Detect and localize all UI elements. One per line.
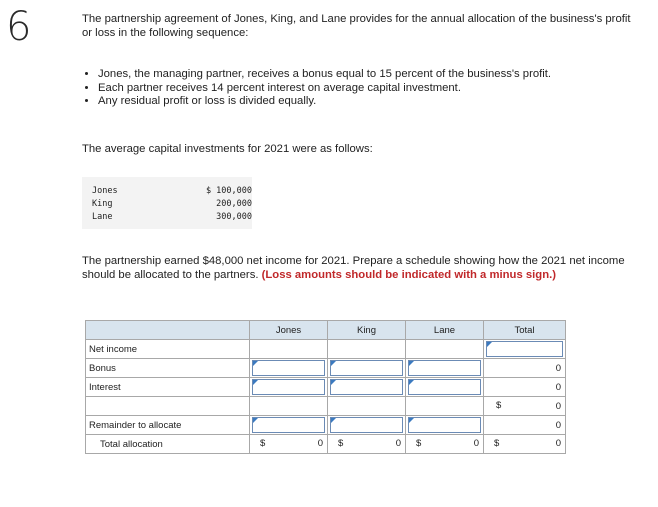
remainder-jones-cell[interactable] xyxy=(250,416,328,435)
total-value: 0 xyxy=(473,438,479,449)
row-label-blank xyxy=(86,397,250,416)
instructions-text xyxy=(82,255,642,282)
dollar-sign: $ xyxy=(496,400,502,411)
bonus-lane-cell[interactable] xyxy=(406,359,484,378)
cell-blank xyxy=(328,397,406,416)
remainder-lane-input[interactable] xyxy=(408,417,481,433)
interest-jones-cell[interactable] xyxy=(250,378,328,397)
header-lane: Lane xyxy=(406,321,484,340)
bonus-jones-cell[interactable] xyxy=(250,359,328,378)
earn-text: The partnership earned $48,000 net income for 2021. Prepare a schedule showing how the 2021 net income should be allocated to the partners. xyxy=(82,255,625,281)
capital-table xyxy=(82,177,252,229)
row-label: Remainder to allocate xyxy=(86,416,250,435)
total-lane xyxy=(406,435,484,454)
dollar-sign: $ xyxy=(416,438,422,449)
cell-blank xyxy=(406,340,484,359)
remainder-row xyxy=(86,416,566,435)
rule-residual: • Any residual profit or loss is divided equally. xyxy=(98,95,638,109)
avg-capital-text: The average capital investments for 2021 were as follows: xyxy=(82,143,373,155)
bonus-lane-input[interactable] xyxy=(408,360,481,376)
bonus-jones-input[interactable] xyxy=(252,360,325,376)
intro-text: The partnership agreement of Jones, King, and Lane provides for the annual allocation of the business's profit or loss in the following sequence: xyxy=(82,13,631,39)
interest-total: 0 xyxy=(484,378,566,397)
cell-blank xyxy=(250,340,328,359)
bonus-king-cell[interactable] xyxy=(328,359,406,378)
net-income-total-cell[interactable] xyxy=(484,340,566,359)
header-blank xyxy=(86,321,250,340)
cell-blank xyxy=(328,340,406,359)
rules-list xyxy=(82,68,638,109)
rule-bonus: • Jones, the managing partner, receives a bonus equal to 15 percent of the business's profit. xyxy=(98,68,638,82)
total-overall xyxy=(484,435,566,454)
bonus-total: 0 xyxy=(484,359,566,378)
remainder-total: 0 xyxy=(484,416,566,435)
allocation-schedule xyxy=(85,320,566,454)
dollar-sign: $ xyxy=(494,438,500,449)
net-income-total-input[interactable] xyxy=(486,341,563,357)
row-label: Total allocation xyxy=(86,435,250,454)
header-total: Total xyxy=(484,321,566,340)
remainder-lane-cell[interactable] xyxy=(406,416,484,435)
net-income-row xyxy=(86,340,566,359)
capital-name: King xyxy=(92,199,113,209)
header-king: King xyxy=(328,321,406,340)
row-label: Bonus xyxy=(86,359,250,378)
total-value: 0 xyxy=(555,438,561,449)
interest-jones-input[interactable] xyxy=(252,379,325,395)
dollar-sign: $ xyxy=(260,438,266,449)
total-value: 0 xyxy=(317,438,323,449)
capital-value: 300,000 xyxy=(216,212,252,222)
bonus-king-input[interactable] xyxy=(330,360,403,376)
dollar-sign: $ xyxy=(338,438,344,449)
subtotal-value: 0 xyxy=(555,400,561,412)
total-allocation-row xyxy=(86,435,566,454)
total-value: 0 xyxy=(395,438,401,449)
subtotal-total xyxy=(484,397,566,416)
question-number: 6 xyxy=(6,4,32,50)
interest-row xyxy=(86,378,566,397)
header-jones: Jones xyxy=(250,321,328,340)
interest-lane-cell[interactable] xyxy=(406,378,484,397)
capital-name: Lane xyxy=(92,212,113,222)
loss-note: (Loss amounts should be indicated with a minus sign.) xyxy=(261,268,556,281)
total-king xyxy=(328,435,406,454)
header-row xyxy=(86,321,566,340)
remainder-king-cell[interactable] xyxy=(328,416,406,435)
bonus-row xyxy=(86,359,566,378)
interest-lane-input[interactable] xyxy=(408,379,481,395)
capital-value: $ 100,000 xyxy=(205,186,252,196)
rule-interest: • Each partner receives 14 percent interest on average capital investment. xyxy=(98,82,638,96)
capital-value: 200,000 xyxy=(216,199,252,209)
remainder-king-input[interactable] xyxy=(330,417,403,433)
row-label: Net income xyxy=(86,340,250,359)
interest-king-input[interactable] xyxy=(330,379,403,395)
interest-king-cell[interactable] xyxy=(328,378,406,397)
remainder-jones-input[interactable] xyxy=(252,417,325,433)
cell-blank xyxy=(250,397,328,416)
cell-blank xyxy=(406,397,484,416)
capital-name: Jones xyxy=(92,186,118,196)
subtotal-row xyxy=(86,397,566,416)
row-label: Interest xyxy=(86,378,250,397)
total-jones xyxy=(250,435,328,454)
